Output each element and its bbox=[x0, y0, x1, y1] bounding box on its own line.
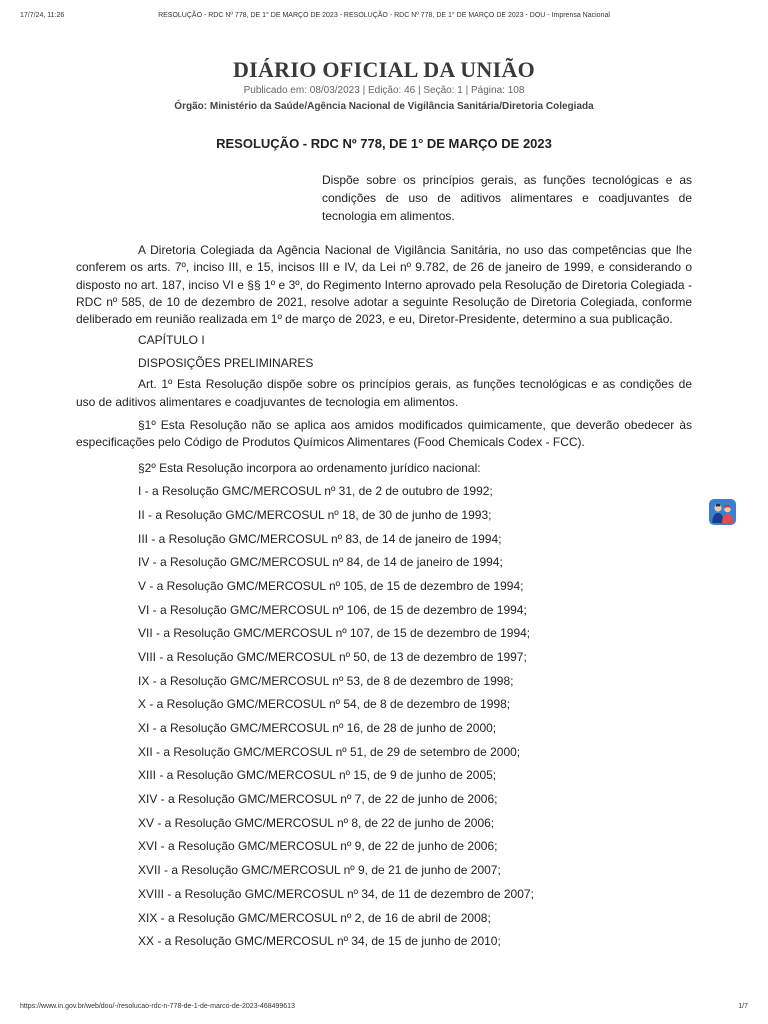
list-item: XIV - a Resolução GMC/MERCOSUL nº 7, de 22 de junho de 2006; bbox=[138, 792, 498, 807]
article-1: Art. 1º Esta Resolução dispõe sobre os princípios gerais, as funções tecnológicas e as condições de uso de aditivos alimentares e coadjuvantes de tecnologia em alimentos. bbox=[76, 377, 692, 409]
people-avatar-icon bbox=[709, 499, 736, 525]
list-item: XX - a Resolução GMC/MERCOSUL nº 34, de 15 de junho de 2010; bbox=[138, 934, 501, 949]
document-body bbox=[76, 242, 692, 957]
print-page-title: RESOLUÇÃO - RDC Nº 778, DE 1° DE MARÇO DE 2023 - RESOLUÇÃO - RDC Nº 778, DE 1° DE MARÇO DE 2023 - DOU - Imprensa Nacional bbox=[158, 12, 610, 19]
organ-label: Órgão: bbox=[174, 101, 208, 112]
list-item: V - a Resolução GMC/MERCOSUL nº 105, de 15 de dezembro de 1994; bbox=[138, 578, 524, 593]
list-item: VIII - a Resolução GMC/MERCOSUL nº 50, de 13 de dezembro de 1997; bbox=[138, 649, 527, 664]
print-timestamp: 17/7/24, 11:26 bbox=[20, 12, 65, 19]
list-item: XII - a Resolução GMC/MERCOSUL nº 51, de 29 de setembro de 2000; bbox=[138, 744, 521, 759]
list-item: VI - a Resolução GMC/MERCOSUL nº 106, de 15 de dezembro de 1994; bbox=[138, 602, 527, 617]
floating-help-widget[interactable] bbox=[709, 499, 736, 525]
paragraph-1: §1º Esta Resolução não se aplica aos amidos modificados quimicamente, que deverão obedecer às especificações pelo Código de Produtos Químicos Alimentares (Food Chemicals Codex - FCC). bbox=[76, 418, 692, 450]
chapter-title: DISPOSIÇÕES PRELIMINARES bbox=[138, 356, 314, 371]
publication-meta: Publicado em: 08/03/2023 | Edição: 46 | Seção: 1 | Página: 108 bbox=[243, 85, 525, 96]
print-header bbox=[20, 12, 748, 24]
list-item: XIII - a Resolução GMC/MERCOSUL nº 15, de 9 de junho de 2005; bbox=[138, 768, 497, 783]
paragraph-2: §2º Esta Resolução incorpora ao ordenamento jurídico nacional: bbox=[138, 460, 481, 475]
organ-line bbox=[0, 101, 768, 112]
document-title: RESOLUÇÃO - RDC Nº 778, DE 1° DE MARÇO DE 2023 bbox=[216, 136, 552, 151]
list-item: XVII - a Resolução GMC/MERCOSUL nº 9, de 21 de junho de 2007; bbox=[138, 863, 501, 878]
list-item: XI - a Resolução GMC/MERCOSUL nº 16, de 28 de junho de 2000; bbox=[138, 721, 497, 736]
list-item: VII - a Resolução GMC/MERCOSUL nº 107, de 15 de dezembro de 1994; bbox=[138, 626, 531, 641]
list-item: XV - a Resolução GMC/MERCOSUL nº 8, de 22 de junho de 2006; bbox=[138, 815, 495, 830]
organ-value: Ministério da Saúde/Agência Nacional de Vigilância Sanitária/Diretoria Colegiada bbox=[209, 101, 594, 112]
list-item: XVI - a Resolução GMC/MERCOSUL nº 9, de 22 de junho de 2006; bbox=[138, 839, 498, 854]
print-footer bbox=[20, 1003, 748, 1015]
page-number: 1/7 bbox=[738, 1003, 748, 1010]
list-item: II - a Resolução GMC/MERCOSUL nº 18, de 30 de junho de 1993; bbox=[138, 507, 492, 522]
list-item: III - a Resolução GMC/MERCOSUL nº 83, de 14 de janeiro de 1994; bbox=[138, 531, 502, 546]
list-item: XVIII - a Resolução GMC/MERCOSUL nº 34, de 11 de dezembro de 2007; bbox=[138, 886, 534, 901]
list-item: X - a Resolução GMC/MERCOSUL nº 54, de 8 de dezembro de 1998; bbox=[138, 697, 511, 712]
list-item: IX - a Resolução GMC/MERCOSUL nº 53, de 8 de dezembro de 1998; bbox=[138, 673, 514, 688]
list-item: XIX - a Resolução GMC/MERCOSUL nº 2, de 16 de abril de 2008; bbox=[138, 910, 491, 925]
incorporation-list bbox=[76, 460, 692, 957]
ementa: Dispõe sobre os princípios gerais, as funções tecnológicas e as condições de uso de aditivos alimentares e coadjuvantes de tecnologia em alimentos. bbox=[322, 173, 692, 223]
chapter-heading: CAPÍTULO I bbox=[138, 333, 205, 348]
preamble-paragraph: A Diretoria Colegiada da Agência Nacional de Vigilância Sanitária, no uso das competências que lhe conferem os arts. 7º, inciso III, e 15, incisos III e IV, da Lei nº 9.782, de 26 de janeiro de 1999, e considerando o disposto no art. 187, inciso VI e §§ 1º e 3º, do Regimento Interno aprovado pela Resolução de Diretoria Colegiada - RDC nº 585, de 10 de dezembro de 2021, resolve adotar a seguinte Resolução de Diretoria Colegiada, conforme deliberado em reunião realizada em 1º de março de 2023, e eu, Diretor-Presidente, determino a sua publicação. bbox=[76, 243, 692, 327]
page-url: https://www.in.gov.br/web/dou/-/resolucao-rdc-n-778-de-1-de-marco-de-2023-468499613 bbox=[20, 1003, 295, 1010]
list-item: IV - a Resolução GMC/MERCOSUL nº 84, de 14 de janeiro de 1994; bbox=[138, 555, 503, 570]
masthead-title: DIÁRIO OFICIAL DA UNIÃO bbox=[232, 57, 536, 82]
list-item: I - a Resolução GMC/MERCOSUL nº 31, de 2 de outubro de 1992; bbox=[138, 484, 493, 499]
